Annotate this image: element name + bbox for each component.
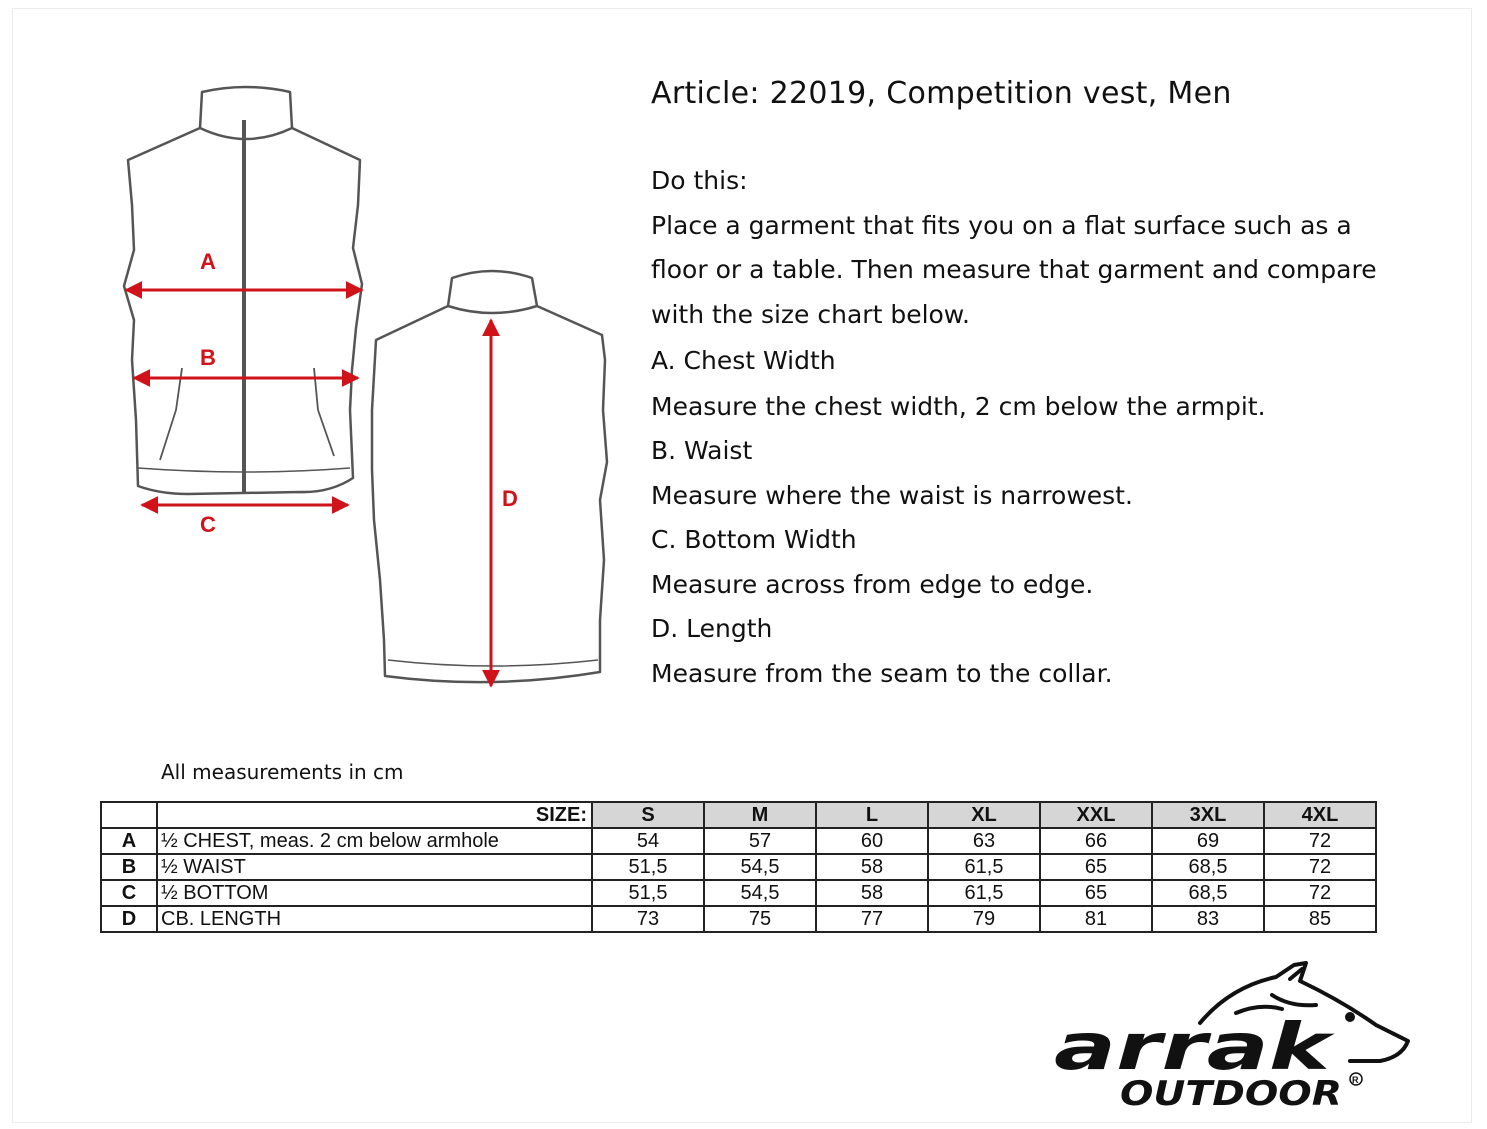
size-header: 3XL	[1152, 802, 1264, 828]
table-cell: 54	[592, 828, 704, 854]
instruction-line: Place a garment that fits you on a flat surface such as a	[651, 211, 1352, 240]
logo-subword: OUTDOOR	[1120, 1074, 1342, 1114]
size-header: XL	[928, 802, 1040, 828]
table-cell: 51,5	[592, 854, 704, 880]
table-header-row	[101, 802, 1376, 828]
waist-heading: B. Waist	[651, 436, 753, 465]
table-cell: 57	[704, 828, 816, 854]
chest-description: Measure the chest width, 2 cm below the armpit.	[651, 392, 1266, 421]
table-cell: 72	[1264, 828, 1376, 854]
table-cell: 85	[1264, 906, 1376, 932]
row-description: ½ BOTTOM	[157, 880, 592, 906]
row-description: CB. LENGTH	[157, 906, 592, 932]
row-description: ½ WAIST	[157, 854, 592, 880]
table-cell: 68,5	[1152, 854, 1264, 880]
table-row	[101, 880, 1376, 906]
instruction-line: with the size chart below.	[651, 300, 970, 329]
row-letter: D	[101, 906, 157, 932]
table-cell: 72	[1264, 854, 1376, 880]
length-description: Measure from the seam to the collar.	[651, 659, 1113, 688]
label-c: C	[200, 512, 216, 537]
table-cell: 72	[1264, 880, 1376, 906]
table-cell: 66	[1040, 828, 1152, 854]
row-letter: C	[101, 880, 157, 906]
table-cell: 75	[704, 906, 816, 932]
table-cell: 81	[1040, 906, 1152, 932]
table-cell: 73	[592, 906, 704, 932]
table-cell: 79	[928, 906, 1040, 932]
table-cell: 51,5	[592, 880, 704, 906]
label-a: A	[200, 249, 216, 274]
table-cell: 68,5	[1152, 880, 1264, 906]
table-cell: 54,5	[704, 880, 816, 906]
table-cell: 65	[1040, 880, 1152, 906]
arrak-outdoor-logo	[1050, 955, 1420, 1115]
table-row	[101, 906, 1376, 932]
logo-wordmark: arrak	[1054, 1011, 1335, 1085]
header-blank-cell	[101, 802, 157, 828]
table-cell: 61,5	[928, 880, 1040, 906]
registered-mark: R	[1352, 1075, 1359, 1085]
length-heading: D. Length	[651, 614, 773, 643]
table-row	[101, 854, 1376, 880]
table-cell: 60	[816, 828, 928, 854]
table-cell: 54,5	[704, 854, 816, 880]
bottom-description: Measure across from edge to edge.	[651, 570, 1094, 599]
instruction-heading: Do this:	[651, 166, 748, 195]
size-header: L	[816, 802, 928, 828]
size-label: SIZE:	[157, 802, 592, 828]
table-cell: 77	[816, 906, 928, 932]
size-header: S	[592, 802, 704, 828]
vest-diagram	[0, 0, 640, 720]
table-cell: 58	[816, 880, 928, 906]
size-chart-table	[100, 801, 1377, 933]
label-b: B	[200, 345, 216, 370]
waist-description: Measure where the waist is narrowest.	[651, 481, 1133, 510]
table-cell: 58	[816, 854, 928, 880]
table-cell: 69	[1152, 828, 1264, 854]
table-cell: 63	[928, 828, 1040, 854]
row-letter: B	[101, 854, 157, 880]
bottom-heading: C. Bottom Width	[651, 525, 857, 554]
table-cell: 65	[1040, 854, 1152, 880]
row-letter: A	[101, 828, 157, 854]
size-header: 4XL	[1264, 802, 1376, 828]
label-d: D	[502, 486, 518, 511]
chest-heading: A. Chest Width	[651, 346, 836, 375]
article-title: Article: 22019, Competition vest, Men	[651, 76, 1232, 111]
size-header: M	[704, 802, 816, 828]
table-caption: All measurements in cm	[161, 760, 404, 784]
size-header: XXL	[1040, 802, 1152, 828]
table-row	[101, 828, 1376, 854]
table-cell: 83	[1152, 906, 1264, 932]
table-cell: 61,5	[928, 854, 1040, 880]
instruction-line: floor or a table. Then measure that garment and compare	[651, 255, 1377, 284]
row-description: ½ CHEST, meas. 2 cm below armhole	[157, 828, 592, 854]
